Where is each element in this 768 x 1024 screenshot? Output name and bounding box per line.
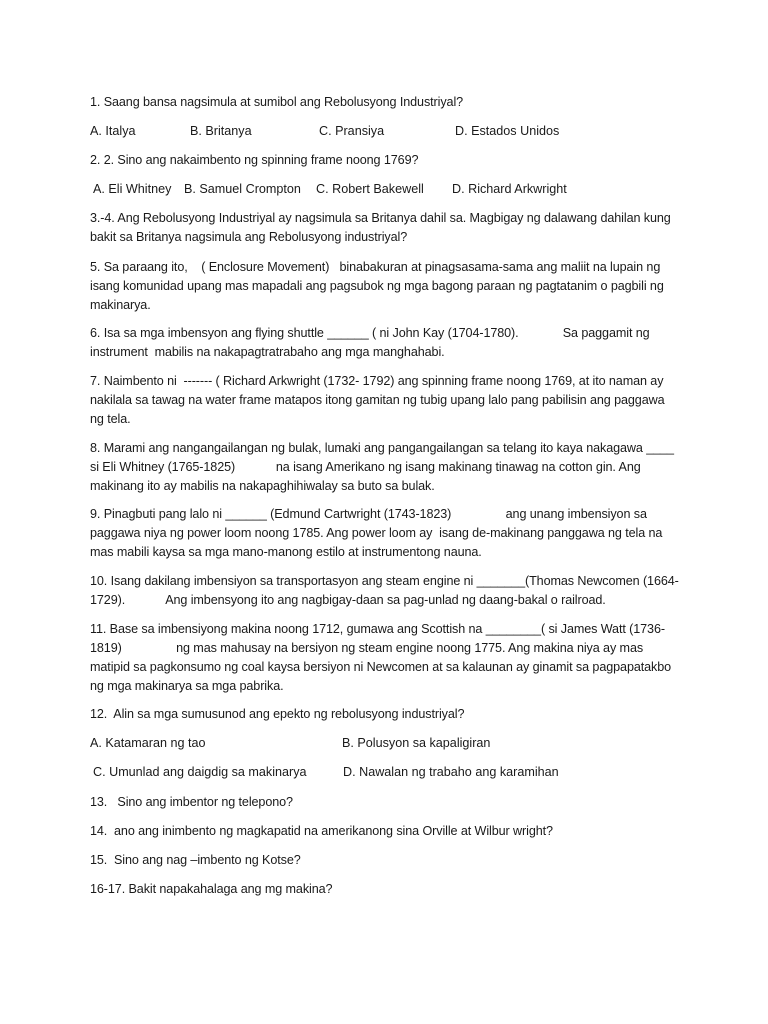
question-5: 5. Sa paraang ito, ( Enclosure Movement) binabakuran at pinagsasama-sama ang maliit na lupain ng isang komunidad upang mas mapadali ang pagsubok ng mga bagong paraan ng pagtatanim o pagbili ng makinarya. bbox=[90, 260, 668, 312]
q2-choice-a: A. Eli Whitney bbox=[93, 182, 172, 196]
question-9: 9. Pinagbuti pang lalo ni ______ (Edmund Cartwright (1743-1823) ang unang imbensiyon sa paggawa niya ng power loom noong 1785. Ang power loom ay isang de-makinang panggawa ng tela na mas mabili kaysa sa mga mano-manong estilo at instrumentong nauna. bbox=[90, 507, 666, 559]
question-14: 14. ano ang inimbento ng magkapatid na amerikanong sina Orville at Wilbur wright? bbox=[90, 824, 553, 838]
question-16-17: 16-17. Bakit napakahalaga ang mg makina? bbox=[90, 882, 333, 896]
question-8: 8. Marami ang nangangailangan ng bulak, lumaki ang pangangailangan sa telang ito kaya nakagawa ____ si Eli Whitney (1765-1825) na isang Amerikano ng isang makinang tinawag na cotton gin. Ang makinang ito ay mabilis na nakapaghihiwalay sa buto sa bulak. bbox=[90, 441, 678, 493]
question-2: 2. 2. Sino ang nakaimbento ng spinning frame noong 1769? bbox=[90, 153, 419, 167]
question-6: 6. Isa sa mga imbensyon ang flying shuttle ______ ( ni John Kay (1704-1780). Sa paggamit ng instrument mabilis na nakapagtratrabaho ang mga manghahabi. bbox=[90, 326, 653, 359]
q12-choice-c: C. Umunlad ang daigdig sa makinarya bbox=[93, 765, 307, 779]
question-10: 10. Isang dakilang imbensiyon sa transportasyon ang steam engine ni _______(Thomas Newcomen (1664-1729). Ang imbensyong ito ang nagbigay-daan sa pag-unlad ng daang-bakal o railroad. bbox=[90, 574, 679, 607]
question-13: 13. Sino ang imbentor ng telepono? bbox=[90, 795, 293, 809]
q2-choice-c: C. Robert Bakewell bbox=[316, 182, 424, 196]
q12-choice-b: B. Polusyon sa kapaligiran bbox=[342, 736, 491, 750]
q12-choice-a: A. Katamaran ng tao bbox=[90, 736, 206, 750]
question-12: 12. Alin sa mga sumusunod ang epekto ng rebolusyong industriyal? bbox=[90, 707, 465, 721]
q2-choice-d: D. Richard Arkwright bbox=[452, 182, 567, 196]
question-11: 11. Base sa imbensiyong makina noong 1712, gumawa ang Scottish na ________( si James Watt (1736-1819) ng mas mahusay na bersiyon ng steam engine noong 1775. Ang makina niya ay mas matipid sa pagkonsumo ng coal kaysa bersiyon ni Newcomen at sa kalaunan ay ginamit sa pagpapatakbo ng mga makinarya sa mga pabrika. bbox=[90, 622, 675, 693]
q1-choice-c: C. Pransiya bbox=[319, 124, 385, 138]
question-7: 7. Naimbento ni ------- ( Richard Arkwright (1732- 1792) ang spinning frame noong 1769, at ito naman ay nakilala sa tawag na water frame matapos itong gamitan ng tubig upang lalo pang pabilisin ang paggawa ng tela. bbox=[90, 374, 668, 426]
question-15: 15. Sino ang nag –imbento ng Kotse? bbox=[90, 853, 301, 867]
q12-choice-d: D. Nawalan ng trabaho ang karamihan bbox=[343, 765, 559, 779]
q1-choice-a: A. Italya bbox=[90, 124, 136, 138]
question-1: 1. Saang bansa nagsimula at sumibol ang Rebolusyong Industriyal? bbox=[90, 95, 464, 109]
q1-choice-b: B. Britanya bbox=[190, 124, 252, 138]
q1-choice-d: D. Estados Unidos bbox=[455, 124, 560, 138]
q2-choice-b: B. Samuel Crompton bbox=[184, 182, 301, 196]
question-3-4: 3.-4. Ang Rebolusyong Industriyal ay nagsimula sa Britanya dahil sa. Magbigay ng dalawang dahilan kung bakit sa Britanya nagsimula ang Rebolusyong industriyal? bbox=[90, 211, 675, 244]
